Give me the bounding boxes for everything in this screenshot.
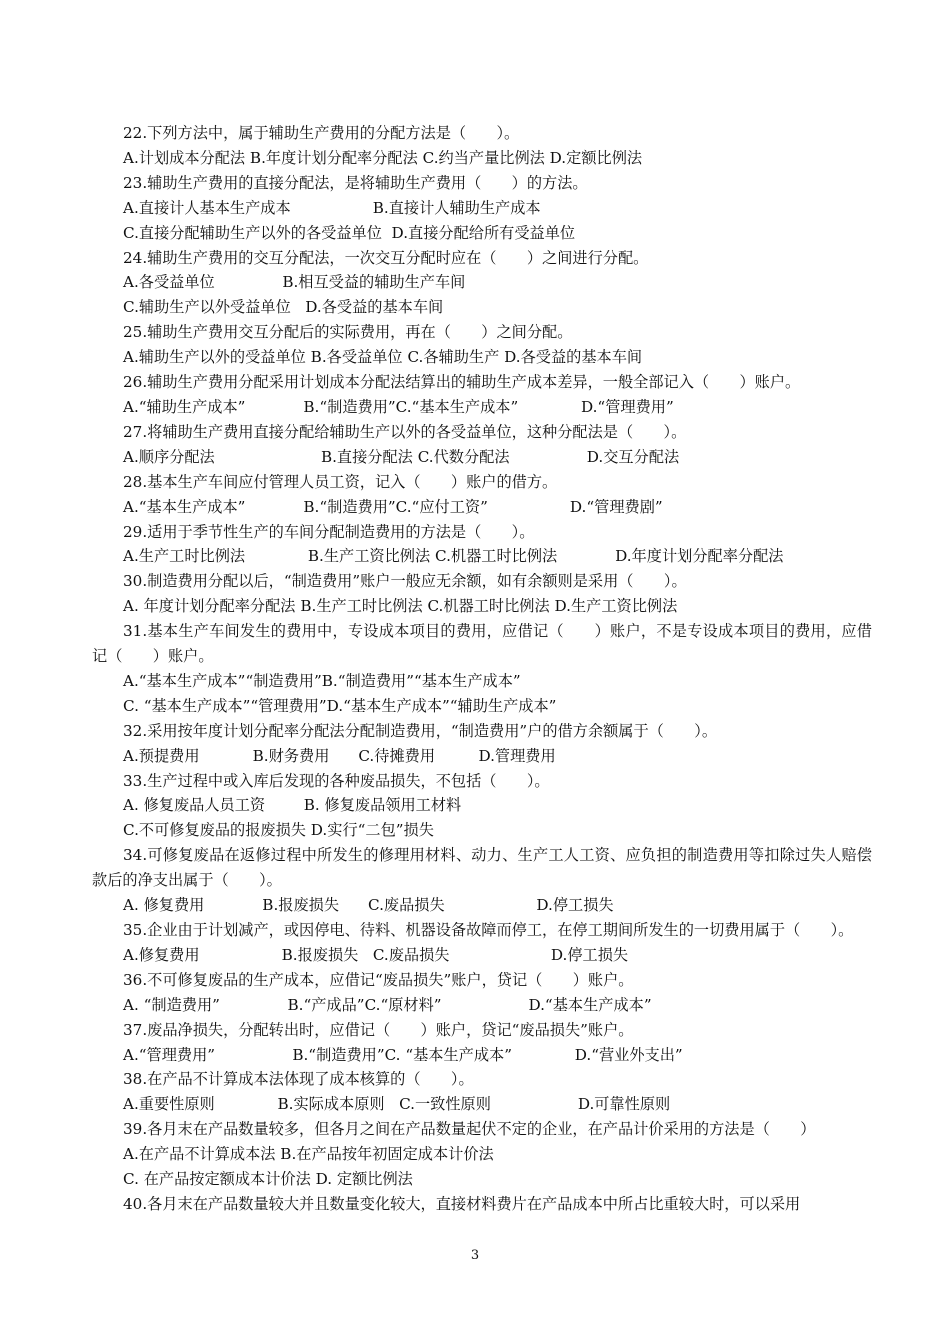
answer-options: C. “基本生产成本”“管理费用”D.“基本生产成本”“辅助生产成本” [123, 696, 557, 715]
answer-options: A.预提费用 B.财务费用 C.待摊费用 D.管理费用 [123, 746, 556, 765]
answer-options: A.辅助生产以外的受益单位 B.各受益单位 C.各辅助生产 D.各受益的基本车间 [123, 348, 643, 367]
answer-options: A. 年度计划分配率分配法 B.生产工时比例法 C.机器工时比例法 D.生产工资比例法 [123, 597, 678, 616]
answer-options: A.各受益单位 B.相互受益的辅助生产车间 [123, 273, 466, 292]
page-number: 3 [470, 1248, 480, 1263]
question-text: 33.生产过程中或入库后发现的各种废品损失，不包括（ ）。 [123, 771, 550, 790]
question-text: 40.各月末在产品数量较大并且数量变化较大，直接材料费片在产品成本中所占比重较大时，可以采用 [123, 1194, 801, 1213]
question-text: 25.辅助生产费用交互分配后的实际费用，再在（ ）之间分配。 [123, 323, 573, 342]
question-text: 32.采用按年度计划分配率分配法分配制造费用，“制造费用”户的借方余额属于（ ）。 [123, 721, 718, 740]
answer-options: A.顺序分配法 B.直接分配法 C.代数分配法 D.交互分配法 [123, 447, 680, 466]
answer-options: C. 在产品按定额成本计价法 D. 定额比例法 [123, 1170, 413, 1189]
question-text: 34.可修复废品在返修过程中所发生的修理用材料、动力、生产工人工资、应负担的制造费用等扣除过失人赔偿款后的净支出属于（ ）。 [92, 846, 872, 890]
question-text: 37.废品净损失，分配转出时，应借记（ ）账户，贷记“废品损失”账户。 [123, 1020, 634, 1039]
answer-options: A.计划成本分配法 B.年度计划分配率分配法 C.约当产量比例法 D.定额比例法 [123, 148, 643, 167]
question-text: 29.适用于季节性生产的车间分配制造费用的方法是（ ）。 [123, 522, 535, 541]
answer-options: C.辅助生产以外受益单位 D.各受益的基本车间 [123, 298, 444, 317]
answer-options: A.“基本生产成本” B.“制造费用”C.“应付工资” D.“管理费剧” [123, 497, 663, 516]
question-list [92, 121, 872, 1217]
answer-options: A.生产工时比例法 B.生产工资比例法 C.机器工时比例法 D.年度计划分配率分配法 [123, 547, 784, 566]
answer-options: A. 修复废品人员工资 B. 修复废品领用工材料 [123, 796, 462, 815]
question-text: 27.将辅助生产费用直接分配给辅助生产以外的各受益单位，这种分配法是（ ）。 [123, 422, 687, 441]
answer-options: A.“基本生产成本”“制造费用”B.“制造费用”“基本生产成本” [123, 671, 521, 690]
answer-options: A.修复费用 B.报废损失 C.废品损失 D.停工损失 [123, 945, 629, 964]
question-text: 38.在产品不计算成本法体现了成本核算的（ ）。 [123, 1070, 474, 1089]
question-text: 28.基本生产车间应付管理人员工资，记入（ ）账户的借方。 [123, 472, 558, 491]
question-text: 36.不可修复废品的生产成本，应借记“废品损失”账户，贷记（ ）账户。 [123, 970, 634, 989]
answer-options: A.重要性原则 B.实际成本原则 C.一致性原则 D.可靠性原则 [123, 1095, 671, 1114]
answer-options: C.直接分配辅助生产以外的各受益单位 D.直接分配给所有受益单位 [123, 223, 576, 242]
question-text: 26.辅助生产费用分配采用计划成本分配法结算出的辅助生产成本差异，一般全部记入（ ）账户。 [123, 373, 801, 392]
question-text: 31.基本生产车间发生的费用中，专设成本项目的费用，应借记（ ）账户，不是专设成本项目的费用，应借记（ ）账户。 [92, 622, 872, 666]
answer-options: A.“辅助生产成本” B.“制造费用”C.“基本生产成本” D.“管理费用” [123, 397, 674, 416]
answer-options: A. 修复费用 B.报废损失 C.废品损失 D.停工损失 [123, 896, 614, 915]
answer-options: A. “制造费用” B.“产成品”C.“原材料” D.“基本生产成本” [123, 995, 652, 1014]
question-text: 35.企业由于计划减产，或因停电、待料、机器设备故障而停工，在停工期间所发生的一切费用属于（ ）。 [123, 921, 854, 939]
answer-options: A.“管理费用” B.“制造费用”C. “基本生产成本” D.“营业外支出” [123, 1045, 683, 1064]
question-text: 22.下列方法中，属于辅助生产费用的分配方法是（ ）。 [123, 124, 520, 142]
answer-options: A.直接计人基本生产成本 B.直接计人辅助生产成本 [123, 198, 541, 217]
question-text: 30.制造费用分配以后，“制造费用”账户一般应无余额，如有余额则是采用（ ）。 [123, 572, 687, 591]
question-text: 39.各月末在产品数量较多，但各月之间在产品数量起伏不定的企业，在产品计价采用的方法是（ ） [123, 1120, 816, 1139]
question-text: 23.辅助生产费用的直接分配法，是将辅助生产费用（ ）的方法。 [123, 173, 588, 192]
answer-options: C.不可修复废品的报废损失 D.实行“二包”损失 [123, 821, 434, 840]
question-text: 24.辅助生产费用的交互分配法，一次交互分配时应在（ ）之间进行分配。 [123, 248, 649, 267]
answer-options: A.在产品不计算成本法 B.在产品按年初固定成本计价法 [123, 1145, 494, 1164]
